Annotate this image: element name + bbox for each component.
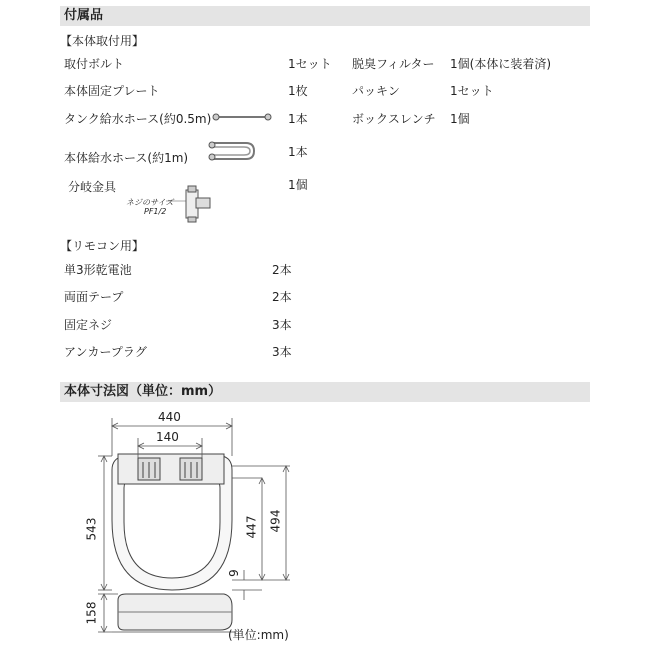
fitting-thread-size: PF1/2 (144, 207, 167, 216)
qty-branch-fitting: 1個 (288, 178, 308, 192)
qty-box-wrench: 1個 (450, 112, 470, 126)
item-deodorizing-filter: 脱臭フィルター (352, 57, 435, 71)
dim-height-a: 447 (244, 515, 259, 539)
remote-qty-battery: 2本 (272, 263, 292, 277)
qty-fixing-plate: 1枚 (288, 84, 308, 98)
item-packing: パッキン (352, 84, 400, 98)
dim-unit-label: (単位:mm) (228, 628, 289, 642)
qty-mount-bolt: 1セット (288, 57, 332, 71)
remote-section-title: 【リモコン用】 (60, 239, 145, 253)
body-mount-section-title: 【本体取付用】 (60, 34, 145, 48)
accessories-header: 付属品 (60, 6, 590, 26)
dim-height-b: 494 (268, 509, 283, 533)
qty-packing: 1セット (450, 84, 494, 98)
item-body-hose: 本体給水ホース(約1m) (64, 151, 189, 165)
remote-item-battery: 単3形乾電池 (64, 263, 132, 277)
dimensions-header: 本体寸法図（単位：mm） (60, 382, 590, 402)
dim-side-height: 158 (84, 601, 99, 625)
remote-item-tape: 両面テープ (64, 290, 124, 304)
remote-item-anchor: アンカープラグ (64, 345, 147, 359)
dim-width-total: 440 (158, 410, 181, 424)
side-view (112, 594, 236, 632)
dim-width-inner: 140 (156, 430, 179, 444)
item-branch-fitting: 分岐金具 (68, 180, 117, 194)
item-tank-hose: タンク給水ホース(約0.5m) (64, 112, 212, 126)
qty-body-hose: 1本 (288, 145, 308, 159)
item-fixing-plate: 本体固定プレート (64, 84, 160, 98)
remote-item-screw: 固定ネジ (64, 318, 113, 332)
remote-qty-anchor: 3本 (272, 345, 292, 359)
dim-gap: 9 (226, 569, 241, 577)
qty-deodorizing-filter: 1個(本体に装着済) (450, 57, 551, 71)
remote-qty-tape: 2本 (272, 290, 292, 304)
qty-tank-hose: 1本 (288, 112, 308, 126)
item-box-wrench: ボックスレンチ (352, 112, 436, 126)
remote-qty-screw: 3本 (272, 318, 292, 332)
top-view (112, 454, 232, 590)
dim-height-total: 543 (84, 517, 99, 541)
fitting-thread-label: ネジのサイズ (126, 198, 174, 207)
item-mount-bolt: 取付ボルト (64, 57, 125, 71)
